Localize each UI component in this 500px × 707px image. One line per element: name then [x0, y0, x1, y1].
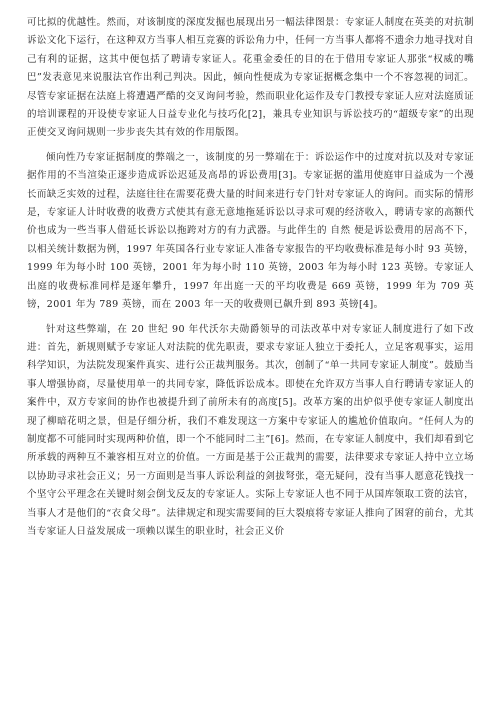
paragraph-continuation: 可比拟的优越性。然而，对该制度的深度发掘也展现出另一幅法律图景：专家证人制度在英美的对抗制诉讼文化下运行，在这种双方当事人相互竞赛的诉讼角力中，任何一方当事人都将不遗余力地寻找对自己有利的证据，这其中便包括了聘请专家证人。花重金委任的目的在于借用专家证人那张“权威的嘴巴”发表意见来说服法官作出利己判决。因此，倾向性便成为专家证据概念集中一个不容忽视的词汇。尽管专家证据在法庭上将遭遇严酷的交叉询问考验，然而职业化运作及专门教授专家证人应对法庭质证的培训课程的开设使专家证人日益专业化与技巧化[2]，兼具专业知识与诉讼技巧的“超级专家”的出现正使交叉询问规则一步步丧失其有效的作用版图。 [27, 17, 474, 139]
paragraph-reforms: 针对这些弊端，在 20 世纪 90 年代沃尔夫勋爵领导的司法改革中对专家证人制度进行了如下改进：首先，新规则赋予专家证人对法院的优先职责，要求专家证人独立于委托人，立足客观事实，运用科学知识，为法院发现案件真实、进行公正裁判服务。其次，创制了“单一共同专家证人制度”。鼓励当事人增强协商，尽量使用单一的共同专家，降低诉讼成本。即使在允许双方当事人自行聘请专家证人的案件中，双方专家间的协作也被提升到了前所未有的高度[5]。改革方案的出炉似乎使专家证人制度出现了柳暗花明之景，但是仔细分析，我们不难发现这一方案中专家证人的尴尬价值取向。“任何人为的制度都不可能同时实现两种价值，即一个不能同时二主”[6]。然而，在专家证人制度中，我们却看到它所承载的两种互不兼容相互对立的价值。一方面是基于公正裁判的需要，法律要求专家证人持中立立场以协助寻求社会正义；另一方面则是当事人诉讼利益的剑拔弩张，毫无疑问，没有当事人愿意花钱找一个坚守公平理念在关键时刻会倒戈反友的专家证人。实际上专家证人也不同于从国库领取工资的法官，当事人才是他们的“衣食父母”。法律规定和现实需要间的巨大裂痕将专家证人推向了困窘的前台，尤其当专家证人日益发展成一项赖以谋生的职业时，社会正义价 [27, 323, 474, 537]
paragraph-drawbacks: 倾向性乃专家证据制度的弊端之一，该制度的另一弊端在于：诉讼运作中的过度对抗以及对专家证据作用的不当渲染正逐步造成诉讼迟延及高昂的诉讼费用[3]。专家证据的滥用使庭审日益成为一个漫长而缺乏实效的过程，法庭往往在需要花费大量的时间来进行专门针对专家证人的询问。而实际的情形是，专家证人计时收费的收费方式使其有意无意地拖延诉讼以寻求可观的经济收入，聘请专家的高额代价也成为一些当事人借延长诉讼以拖跨对方的有力武器。与此伴生的 自然 便是诉讼费用的居高不下，以相关统计数据为例，1997 年英国各行业专家证人准备专家报告的平均收费标准是每小时 93 英镑，1999 年为每小时 100 英镑，2001 年为每小时 110 英镑，2003 年为每小时 123 英镑。专家证人出庭的收费标准同样是逐年攀升，1997 年出庭一天的平均收费是 669 英镑，1999 年为 709 英镑，2001 年为 789 英镑，而在 2003 年一天的收费则已飙升到 893 英镑[4]。 [27, 151, 474, 311]
